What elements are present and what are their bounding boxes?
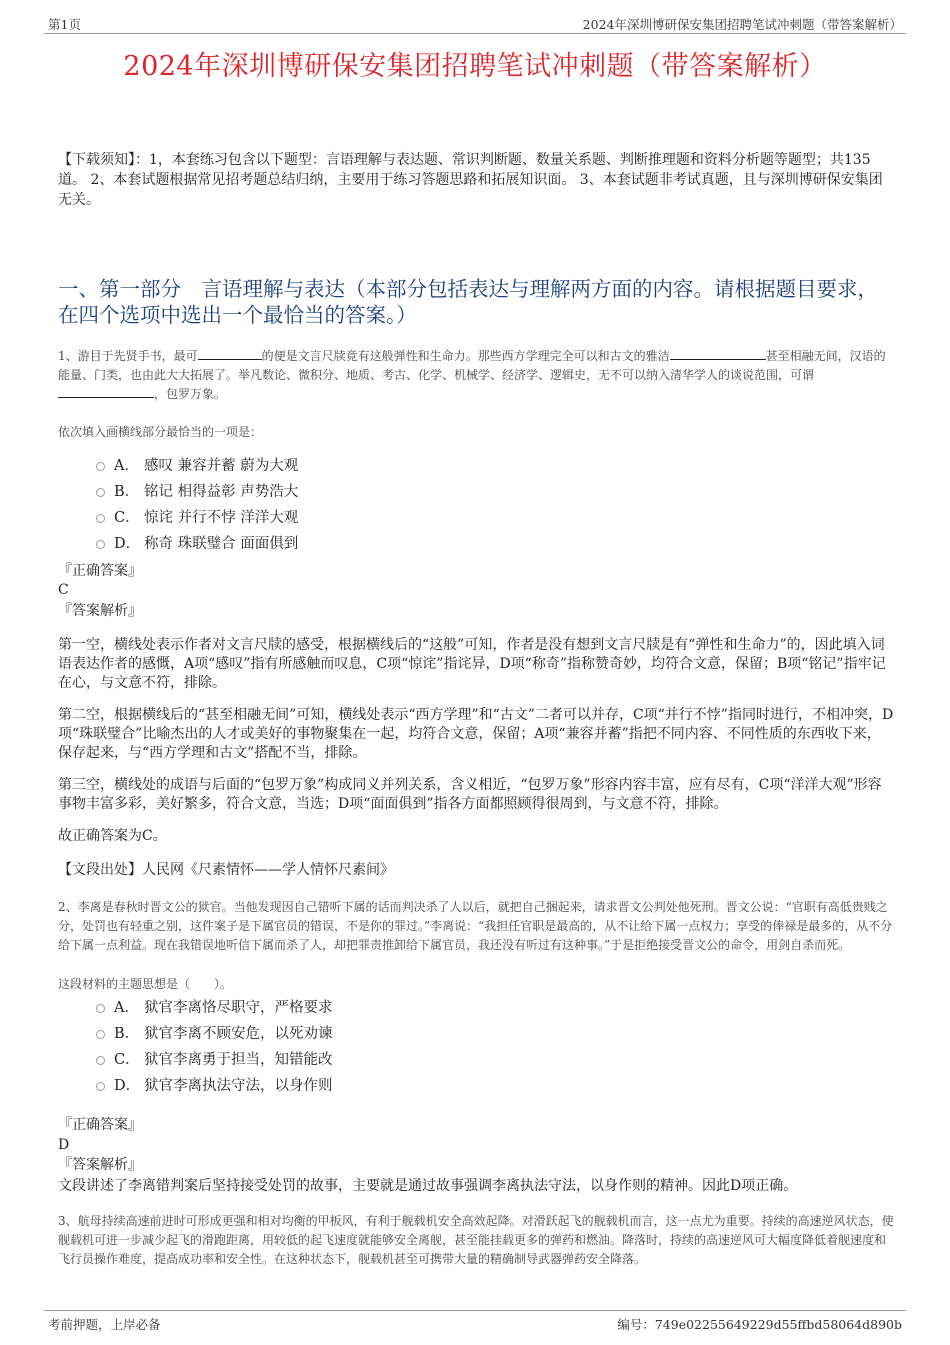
q1-stem-part-b: 的便是文言尺牍竟有这般弹性和生命力。那些西方学理完全可以和古文的雅洁 (261, 349, 670, 363)
analysis-paragraph: 文段讲述了李离错判案后坚持接受处罚的故事，主要就是通过故事强调李离执法守法，以身作则的精神。因此D项正确。 (58, 1178, 798, 1194)
q1-stem-part-d: ，包罗万象。 (154, 387, 227, 401)
document-title: 2024年深圳博研保安集团招聘笔试冲刺题（带答案解析） (123, 51, 827, 82)
analysis-paragraph-3: 第三空，横线处的成语与后面的“包罗万象”构成同义并列关系，含义相近，“包罗万象”形容内容丰富，应有尽有，C项“洋洋大观”形容事物丰富多彩，美好繁多，符合文意，当选；D项“面面俱到”指各方面都照顾得很周到，与文意不符，排除。 (58, 777, 882, 812)
header-doc-title: 2024年深圳博研保安集团招聘笔试冲刺题（带答案解析） (582, 17, 902, 32)
fill-blank-2 (670, 348, 766, 360)
correct-answer-label: 『正确答案』 (58, 563, 142, 579)
analysis-conclusion: 故正确答案为C。 (58, 828, 167, 844)
radio-icon[interactable] (96, 514, 105, 523)
page-header (44, 13, 906, 34)
analysis-paragraph-2: 第二空，根据横线后的“甚至相融无间”可知，横线处表示“西方学理”和“古文”二者可以并存，C项“并行不悖”指同时进行，不相冲突，D项“珠联璧合”比喻杰出的人才或美好的事物聚集在一起，均符合文意，保留；A项“兼容并蓄”指把不同内容、不同性质的东西收下来，保存起来，与“西方学理和古文”搭配不当，排除。 (58, 707, 894, 761)
question-3-stem: 3、航母持续高速前进时可形成更强和相对均衡的甲板风，有利于舰载机安全高效起降。对滑跃起飞的舰载机而言，这一点尤为重要。持续的高速逆风状态，使舰载机可进一步减少起飞的滑跑距离，用较低的起飞速度就能够安全离舰，甚至能挂载更多的弹药和燃油。降落时，持续的高速逆风可大幅度降低着舰速度和飞行员操作难度，提高成功率和安全性。在这种状态下，舰载机甚至可携带大量的精确制导武器弹药安全降落。 (58, 1214, 894, 1266)
question-1-prompt: 依次填入画横线部分最恰当的一项是： (58, 425, 263, 439)
radio-icon[interactable] (96, 462, 105, 471)
radio-icon[interactable] (96, 1056, 105, 1065)
question-2-prompt: 这段材料的主题思想是（ ）。 (58, 977, 233, 991)
analysis-label: 『答案解析』 (58, 1157, 142, 1173)
correct-answer-label: 『正确答案』 (58, 1117, 142, 1133)
q1-stem-part-c: 甚至相融无间，汉语的能量、门类，也由此大大拓展了。举凡数论、微积分、地质、考古、化学、机械学、经济学、逻辑史，无不可以纳入清华学人的谈说范围，可谓 (58, 349, 886, 382)
footer-slogan: 考前押题，上岸必备 (48, 1317, 161, 1332)
document-id: 编号：749e02255649229d55ffbd58064d890b (617, 1317, 902, 1332)
fill-blank-1 (198, 348, 262, 360)
radio-icon[interactable] (96, 1082, 105, 1091)
analysis-label: 『答案解析』 (58, 603, 142, 619)
radio-icon[interactable] (96, 540, 105, 549)
radio-icon[interactable] (96, 1004, 105, 1013)
download-notice: 【下载须知】：1，本套练习包含以下题型：言语理解与表达题、常识判断题、数量关系题、判断推理题和资料分析题等题型；共135道。 2、本套试题根据常见招考题总结归纳，主要用于练习答题思路和拓展知识面。 3、本套试题非考试真题，且与深圳博研保安集团无关。 (58, 152, 883, 208)
radio-icon[interactable] (96, 1030, 105, 1039)
question-1-stem (58, 347, 894, 404)
correct-answer: C (58, 582, 69, 598)
fill-blank-3 (58, 386, 154, 398)
q1-stem-part-a: 1、游目于先贤手书，最可 (58, 349, 198, 363)
source-citation: 【文段出处】人民网《尺素情怀——学人情怀尺素间》 (58, 862, 394, 878)
question-2-stem: 2、李离是春秋时晋文公的狱官。当他发现因自己错听下属的话而判决杀了人以后，就把自己捆起来，请求晋文公判处他死刑。晋文公说：“官职有高低贵贱之分，处罚也有轻重之别，这件案子是下属官员的错误，不是你的罪过。”李离说：“我担任官职是最高的，从不让给下属一点权力；享受的俸禄是最多的，从不分给下属一点利益。现在我错误地听信下属而杀了人，却把罪责推卸给下属官员，我还没有听过有这种事。”于是拒绝接受晋文公的命令，用剑自杀而死。 (58, 900, 893, 952)
page-footer (44, 1310, 906, 1335)
section-title: 一、第一部分 言语理解与表达（本部分包括表达与理解两方面的内容。请根据题目要求，在四个选项中选出一个最恰当的答案。） (58, 277, 878, 327)
page-number: 第1页 (48, 17, 81, 32)
document-page: 第1页 2024年深圳博研保安集团招聘笔试冲刺题（带答案解析） 2024年深圳博研保安集团招聘笔试冲刺题（带答案解析） 【下载须知】：1，本套练习包含以下题型：言语理解与表达题、常识判断题、数量关系题、判断推理题和资料分析题等题型；共135道。 2、本套试题根据常见招考题总结归纳，主要用于练习答题思路和拓展知识面。 3、本套试题非考试真题，且与深圳博研保安集团无关。 一、第一部分 言语理解与表达（本部分包括表达与理解两方面的内容。请根据题目要求，在四个选项中选出一个最恰当的答案。） 1、游目于先贤手书，最可 的便是文言尺牍竟有这般弹性和生命力。那些西方学理完全可以和古文的雅洁 甚至相融无间，汉语的能量、门类，也由此大大拓展了。举凡数论、微积分、地质、考古、化学、机械学、经济学、逻辑史，无不可以纳入清华学人的谈说范围，可谓，包罗万象。 依次填入画横线部分最恰当的一项是： A． 感叹 兼容并蓄 蔚为大观 B． 铭记 相得益彰 声势浩大 C． 惊诧 并行不悖 洋洋大观 D． 称奇 珠联璧合 面面俱到 『正确答案』 C 『答案解析』 第一空，横线处表示作者对文言尺牍的感受，根据横线后的“这般”可知，作者是没有想到文言尺牍是有“弹性和生命力”的，因此填入词语表达作者的感慨，A项“感叹”指有所感触而叹息，C项“惊诧”指诧异，D项“称奇”指称赞奇妙，均符合文意，保留；B项“铭记”指牢记在心，与文意不符，排除。 第二空，根据横线后的“甚至相融无间”可知，横线处表示“西方学理”和“古文”二者可以并存，C项“并行不悖”指同时进行，不相冲突，D项“珠联璧合”比喻杰出的人才或美好的事物聚集在一起，均符合文意，保留；A项“兼容并蓄”指把不同内容、不同性质的东西收下来，保存起来，与“西方学理和古文”搭配不当，排除。 第三空，横线处的成语与后面的“包罗万象”构成同义并列关系，含义相近，“包罗万象”形容内容丰富，应有尽有，C项“洋洋大观”形容事物丰富多彩，美好繁多，符合文意，当选；D项“面面俱到”指各方面都照顾得很周到，与文意不符，排除。 故正确答案为C。 【文段出处】人民网《尺素情怀——学人情怀尺素间》 2、李离是春秋时晋文公的狱官。当他发现因自己错听下属的话而判决杀了人以后，就把自己捆起来，请求晋文公判处他死刑。晋文公说：“官职有高低贵贱之分，处罚也有轻重之别，这件案子是下属官员的错误，不是你的罪过。”李离说：“我担任官职是最高的，从不让给下属一点权力；享受的俸禄是最多的，从不分给下属一点利益。现在我错误地听信下属而杀了人，却把罪责推卸给下属官员，我还没有听过有这种事。”于是拒绝接受晋文公的命令，用剑自杀而死。 这段材料的主题思想是（ ）。 A． 狱官李离恪尽职守，严格要求 B． 狱官李离不顾安危，以死劝谏 C． 狱官李离勇于担当，知错能改 D． 狱官李离执法守法，以身作则 『正确答案』 D 『答案解析』 文段讲述了李离错判案后坚持接受处罚的故事，主要就是通过故事强调李离执法守法，以身作则的精神。因此D项正确。 3、航母持续高速前进时可形成更强和相对均衡的甲板风，有利于舰载机安全高效起降。对滑跃起飞的舰载机而言，这一点尤为重要。持续的高速逆风状态，使舰载机可进一步减少起飞的滑跑距离，用较低的起飞速度就能够安全离舰，甚至能挂载更多的弹药和燃油。降落时，持续的高速逆风可大幅度降低着舰速度和飞行员操作难度，提高成功率和安全性。在这种状态下，舰载机甚至可携带大量的精确制导武器弹药安全降落。 考前押题，上岸必备 编号：749e02255649229d55ffbd58064d890b (0, 0, 950, 1345)
analysis-paragraph-1: 第一空，横线处表示作者对文言尺牍的感受，根据横线后的“这般”可知，作者是没有想到文言尺牍是有“弹性和生命力”的，因此填入词语表达作者的感慨，A项“感叹”指有所感触而叹息，C项“惊诧”指诧异，D项“称奇”指称赞奇妙，均符合文意，保留；B项“铭记”指牢记在心，与文意不符，排除。 (58, 637, 886, 691)
correct-answer: D (58, 1137, 70, 1153)
radio-icon[interactable] (96, 488, 105, 497)
